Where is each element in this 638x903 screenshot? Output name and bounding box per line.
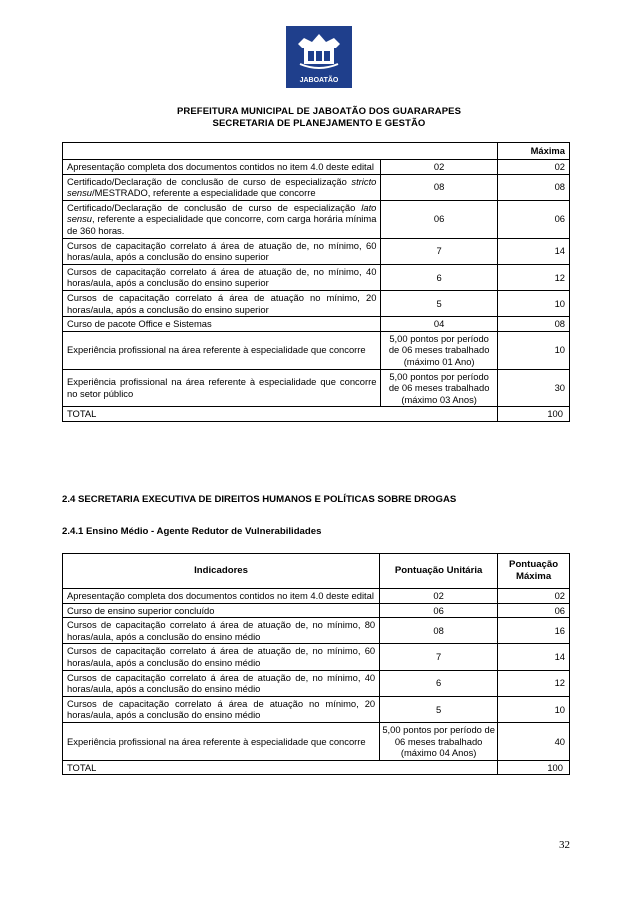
total-value: 100 [498, 760, 570, 775]
logo-text: JABOATÃO [299, 77, 339, 84]
jaboatao-logo [286, 26, 352, 88]
unit-score-cell: 06 [380, 603, 498, 618]
table-row [63, 200, 570, 238]
indicator-cell: Cursos de capacitação correlato á área de atuação no mínimo, 20 horas/aula, após a conclusão do ensino médio [63, 696, 380, 722]
indicator-cell: Curso de ensino superior concluído [63, 603, 380, 618]
indicator-cell: Apresentação completa dos documentos contidos no item 4.0 deste edital [63, 160, 381, 175]
table-row [63, 589, 570, 604]
table-row [63, 317, 570, 332]
unit-score-cell: 5 [380, 696, 498, 722]
table-row [63, 331, 570, 369]
table-row [63, 290, 570, 316]
header-unit: Pontuação Unitária [380, 554, 498, 589]
max-score-cell: 14 [498, 644, 570, 670]
max-score-cell: 40 [498, 722, 570, 760]
table-row [63, 722, 570, 760]
header-max: Pontuação Máxima [498, 554, 570, 589]
table-row [63, 644, 570, 670]
table-row [63, 670, 570, 696]
table-row [63, 696, 570, 722]
table-row [63, 160, 570, 175]
table-row [63, 174, 570, 200]
indicator-cell: Cursos de capacitação correlato á área de atuação de, no mínimo, 80 horas/aula, após a conclusão do ensino médio [63, 618, 380, 644]
header-max: Máxima [497, 143, 569, 160]
unit-score-cell: 08 [380, 618, 498, 644]
section-title: 2.4 SECRETARIA EXECUTIVA DE DIREITOS HUMANOS E POLÍTICAS SOBRE DROGAS [62, 494, 457, 505]
unit-score-cell: 7 [381, 238, 497, 264]
unit-score-cell: 02 [381, 160, 497, 175]
max-score-cell: 08 [497, 317, 569, 332]
unit-score-cell: 6 [381, 264, 497, 290]
unit-score-cell: 6 [380, 670, 498, 696]
table-header-row [63, 554, 570, 589]
indicator-cell: Cursos de capacitação correlato á área de atuação de, no mínimo, 60 horas/aula, após a conclusão do ensino superior [63, 238, 381, 264]
indicator-cell: Certificado/Declaração de conclusão de curso de especialização stricto sensu/MESTRADO, referente a especialidade que concorre [63, 174, 381, 200]
max-score-cell: 16 [498, 618, 570, 644]
unit-score-cell: 5,00 pontos por período de 06 meses trabalhado (máximo 04 Anos) [380, 722, 498, 760]
indicator-cell: Experiência profissional na área referente à especialidade que concorre [63, 331, 381, 369]
unit-score-cell: 08 [381, 174, 497, 200]
unit-score-cell: 5 [381, 290, 497, 316]
indicator-cell: Apresentação completa dos documentos contidos no item 4.0 deste edital [63, 589, 380, 604]
max-score-cell: 12 [497, 264, 569, 290]
table-row [63, 238, 570, 264]
table-row [63, 369, 570, 407]
table-header-row [63, 143, 570, 160]
max-score-cell: 06 [497, 200, 569, 238]
indicator-cell: Curso de pacote Office e Sistemas [63, 317, 381, 332]
max-score-cell: 10 [497, 331, 569, 369]
unit-score-cell: 04 [381, 317, 497, 332]
max-score-cell: 06 [498, 603, 570, 618]
max-score-cell: 10 [497, 290, 569, 316]
table-row [63, 618, 570, 644]
scoring-table-1 [62, 142, 570, 422]
indicator-cell: Cursos de capacitação correlato á área de atuação de, no mínimo, 60 horas/aula, após a conclusão do ensino médio [63, 644, 380, 670]
total-label: TOTAL [63, 407, 498, 422]
subsection-title: 2.4.1 Ensino Médio - Agente Redutor de Vulnerabilidades [62, 526, 322, 537]
total-label: TOTAL [63, 760, 498, 775]
max-score-cell: 14 [497, 238, 569, 264]
indicator-cell: Cursos de capacitação correlato á área de atuação de, no mínimo, 40 horas/aula, após a conclusão do ensino médio [63, 670, 380, 696]
page-header [0, 106, 638, 130]
header-line2: SECRETARIA DE PLANEJAMENTO E GESTÃO [212, 118, 426, 129]
max-score-cell: 08 [497, 174, 569, 200]
indicator-cell: Cursos de capacitação correlato á área de atuação de, no mínimo, 40 horas/aula, após a conclusão do ensino superior [63, 264, 381, 290]
unit-score-cell: 5,00 pontos por período de 06 meses trabalhado (máximo 01 Ano) [381, 331, 497, 369]
unit-score-cell: 7 [380, 644, 498, 670]
header-indicators: Indicadores [63, 554, 380, 589]
scoring-table-2 [62, 553, 570, 775]
coat-of-arms-icon [286, 26, 352, 88]
table-row [63, 264, 570, 290]
max-score-cell: 12 [498, 670, 570, 696]
total-row [63, 407, 570, 422]
max-score-cell: 10 [498, 696, 570, 722]
page-number: 32 [559, 839, 570, 851]
unit-score-cell: 06 [381, 200, 497, 238]
max-score-cell: 02 [497, 160, 569, 175]
indicator-cell: Cursos de capacitação correlato á área de atuação no mínimo, 20 horas/aula, após a conclusão do ensino superior [63, 290, 381, 316]
max-score-cell: 02 [498, 589, 570, 604]
indicator-cell: Experiência profissional na área referente à especialidade que concorre no setor público [63, 369, 381, 407]
indicator-cell: Certificado/Declaração de conclusão de curso de especialização lato sensu, referente a especialidade que concorre, com carga horária mínima de 360 horas. [63, 200, 381, 238]
unit-score-cell: 02 [380, 589, 498, 604]
max-score-cell: 30 [497, 369, 569, 407]
total-row [63, 760, 570, 775]
unit-score-cell: 5,00 pontos por período de 06 meses trabalhado (máximo 03 Anos) [381, 369, 497, 407]
header-line1: PREFEITURA MUNICIPAL DE JABOATÃO DOS GUARARAPES [176, 106, 462, 117]
indicator-cell: Experiência profissional na área referente à especialidade que concorre [63, 722, 380, 760]
table-row [63, 603, 570, 618]
total-value: 100 [497, 407, 569, 422]
